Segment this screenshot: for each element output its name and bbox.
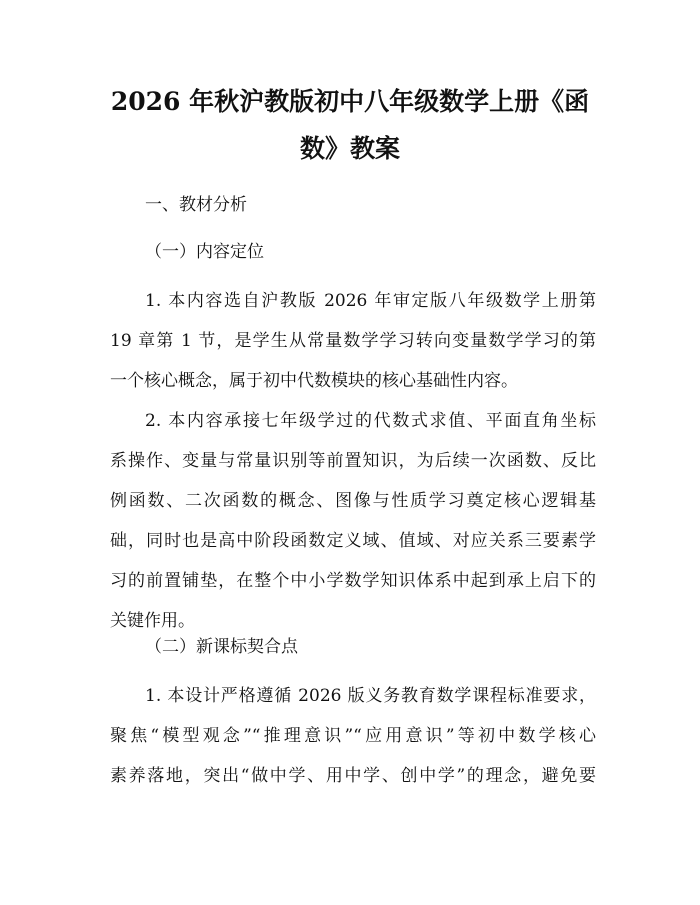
- paragraph-curriculum-alignment-1: [110, 676, 596, 796]
- document-title-line-1: 2026 年秋沪教版初中八年级数学上册《函: [110, 87, 590, 116]
- paragraph-content-positioning-2: [110, 401, 596, 641]
- paragraph-line: 1. 本内容选自沪教版 2026 年审定版八年级数学上册第: [145, 291, 596, 311]
- paragraph-content-positioning-1: [110, 281, 596, 401]
- paragraph-line: 2. 本内容承接七年级学过的代数式求值、平面直角坐标: [145, 411, 596, 431]
- paragraph-line: 19 章第 1 节，是学生从常量数学学习转向变量数学学习的第: [110, 331, 596, 351]
- paragraph-line: 习的前置铺垫，在整个中小学数学知识体系中起到承上启下的: [110, 571, 596, 591]
- paragraph-line: 素养落地，突出“做中学、用中学、创中学”的理念，避免要: [110, 766, 596, 786]
- paragraph-line: 关键作用。: [110, 611, 195, 631]
- paragraph-line: 础，同时也是高中阶段函数定义域、值域、对应关系三要素学: [110, 531, 596, 551]
- document-title-line-2: 数》教案: [299, 134, 400, 163]
- section-heading-textbook-analysis: 一、教材分析: [145, 195, 247, 215]
- paragraph-line: 1. 本设计严格遵循 2026 版义务教育数学课程标准要求，: [145, 686, 596, 706]
- subsection-heading-content-positioning: （一）内容定位: [145, 242, 264, 262]
- subsection-heading-curriculum-alignment: （二）新课标契合点: [145, 637, 298, 657]
- paragraph-line: 例函数、二次函数的概念、图像与性质学习奠定核心逻辑基: [110, 491, 596, 511]
- paragraph-line: 聚焦“模型观念”“推理意识”“应用意识”等初中数学核心: [110, 726, 596, 746]
- paragraph-line: 一个核心概念，属于初中代数模块的核心基础性内容。: [110, 371, 518, 391]
- paragraph-line: 系操作、变量与常量识别等前置知识，为后续一次函数、反比: [110, 451, 596, 471]
